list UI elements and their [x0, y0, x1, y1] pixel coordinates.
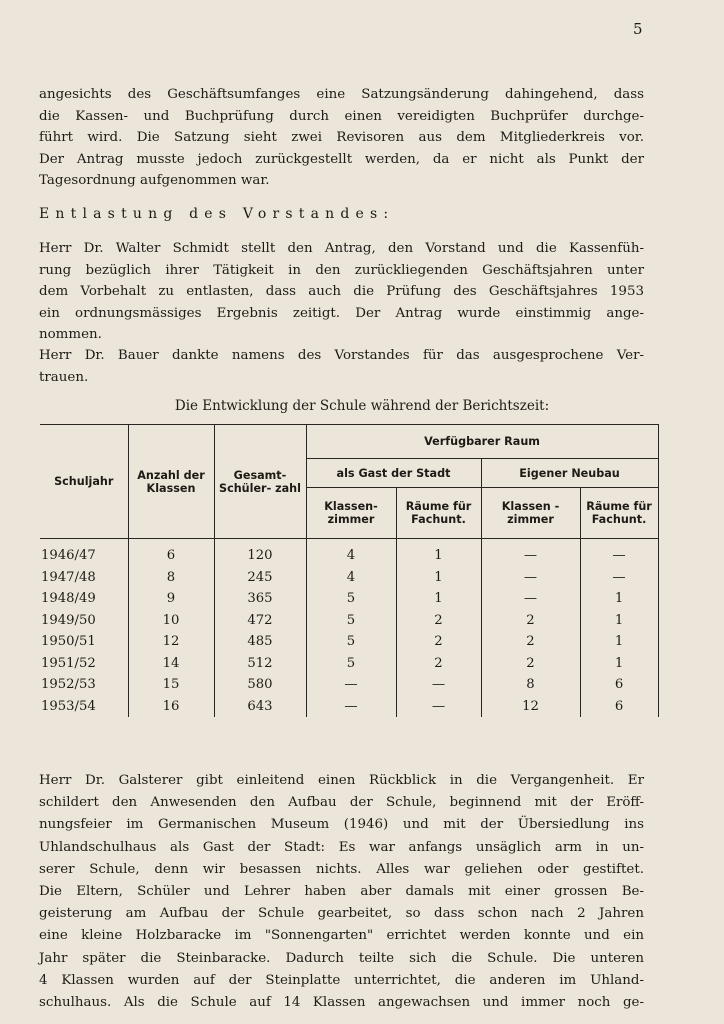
text-line: ein ordnungsmässiges Ergebnis zeitigt. Der Antrag wurde einstimmig ange- [39, 305, 644, 321]
text-line: angesichts des Geschäftsumfanges eine Satzungsänderung dahingehend, dass [39, 87, 644, 102]
table-cell: — [481, 588, 580, 610]
table-cell: — [481, 539, 580, 567]
table-cell: 485 [214, 631, 306, 653]
table-cell: 8 [128, 567, 214, 589]
table-cell: — [306, 674, 396, 696]
paragraph-rueckblick [39, 770, 644, 1014]
table-cell: 15 [128, 674, 214, 696]
table-cell: 6 [128, 539, 214, 567]
text-line: geisterung am Aufbau der Schule gearbeitet, so dass schon nach 2 Jahren [39, 906, 644, 922]
text-line: Der Antrag musste jedoch zurückgestellt werden, da er nicht als Punkt der [39, 151, 644, 167]
text-line: schildert den Anwesenden den Aufbau der Schule, beginnend mit der Eröff- [39, 795, 644, 811]
table-cell: 5 [306, 653, 396, 675]
table-cell: 472 [214, 610, 306, 632]
page-number: 5 [633, 20, 643, 38]
paragraph-satzung [39, 84, 644, 192]
header-raeume-neubau: Räume für Fachunt. [580, 488, 658, 539]
table-cell: 1953/54 [40, 696, 128, 718]
table-cell: 2 [481, 653, 580, 675]
table-cell: 245 [214, 567, 306, 589]
table-cell: 120 [214, 539, 306, 567]
table-cell: 1950/51 [40, 631, 128, 653]
table-cell: 12 [128, 631, 214, 653]
header-klassenzimmer-gast: Klassen- zimmer [306, 488, 396, 539]
table-cell: 10 [128, 610, 214, 632]
table-cell: 2 [396, 631, 481, 653]
table-cell: 2 [396, 653, 481, 675]
table-row [40, 539, 658, 567]
paragraph-dank [39, 345, 644, 388]
paragraph-antrag [39, 238, 644, 346]
text-line: Herr Dr. Walter Schmidt stellt den Antrag, den Vorstand und die Kassenfüh- [39, 241, 644, 256]
table-cell: 365 [214, 588, 306, 610]
text-line: Herr Dr. Bauer dankte namens des Vorstandes für das ausgesprochene Ver- [39, 348, 644, 363]
table-title: Die Entwicklung der Schule während der Berichtszeit: [174, 398, 550, 414]
text-line: trauen. [39, 369, 89, 385]
table-cell: — [396, 674, 481, 696]
table-row [40, 567, 658, 589]
text-line: Uhlandschulhaus als Gast der Stadt: Es war anfangs unsäglich arm in un- [39, 839, 644, 855]
table-cell: 2 [481, 631, 580, 653]
table-row [40, 674, 658, 696]
table-cell: 1 [396, 539, 481, 567]
table-cell: 1 [580, 631, 658, 653]
header-gast-der-stadt: als Gast der Stadt [306, 459, 481, 488]
table-cell: — [481, 567, 580, 589]
table-cell: 1 [580, 653, 658, 675]
table-cell: 1 [580, 610, 658, 632]
table-cell: 1946/47 [40, 539, 128, 567]
school-development-table [40, 424, 658, 724]
table-cell: 5 [306, 588, 396, 610]
text-line: nungsfeier im Germanischen Museum (1946) und mit der Übersiedlung ins [39, 817, 644, 833]
table-cell: 1948/49 [40, 588, 128, 610]
section-heading: Entlastung des Vorstandes: [39, 206, 395, 222]
table-row [40, 696, 658, 718]
table-cell: 1 [396, 588, 481, 610]
table-cell: — [580, 539, 658, 567]
table-cell: 8 [481, 674, 580, 696]
table-cell: 1 [580, 588, 658, 610]
text-line: schulhaus. Als die Schule auf 14 Klassen angewachsen und immer noch ge- [39, 995, 644, 1011]
table-cell: — [580, 567, 658, 589]
text-line: serer Schule, denn wir besassen nichts. Alles war geliehen oder gestiftet. [39, 861, 644, 877]
text-line: eine kleine Holzbaracke im "Sonnengarten" errichtet werden konnte und ein [39, 928, 644, 944]
header-anzahl-klassen: Anzahl der Klassen [128, 425, 214, 539]
table-cell: 580 [214, 674, 306, 696]
table-row [40, 610, 658, 632]
table-cell: 6 [580, 674, 658, 696]
table-row [40, 653, 658, 675]
header-verfuegbarer-raum: Verfügbarer Raum [306, 425, 658, 459]
table-cell: 1 [396, 567, 481, 589]
text-line: Tagesordnung aufgenommen war. [39, 173, 270, 188]
table-cell: 9 [128, 588, 214, 610]
text-line: führt wird. Die Satzung sieht zwei Revisoren aus dem Mitgliederkreis vor. [39, 130, 644, 145]
text-line: dem Vorbehalt zu entlasten, dass auch die Prüfung des Geschäftsjahres 1953 [39, 284, 644, 299]
table-cell: 1951/52 [40, 653, 128, 675]
table-cell: 5 [306, 631, 396, 653]
text-line: die Kassen- und Buchprüfung durch einen vereidigten Buchprüfer durchge- [39, 108, 644, 124]
table-row [40, 588, 658, 610]
header-schuljahr: Schuljahr [40, 425, 128, 539]
table-cell: 12 [481, 696, 580, 718]
table-cell: 5 [306, 610, 396, 632]
table-cell: 4 [306, 567, 396, 589]
text-line: rung bezüglich ihrer Tätigkeit in den zurückliegenden Geschäftsjahren unter [39, 262, 644, 278]
table-cell: 4 [306, 539, 396, 567]
table-cell: 2 [481, 610, 580, 632]
table-cell: 643 [214, 696, 306, 718]
table-cell: 16 [128, 696, 214, 718]
text-line: Herr Dr. Galsterer gibt einleitend einen Rückblick in die Vergangenheit. Er [39, 773, 644, 788]
text-line: nommen. [39, 327, 102, 342]
header-eigener-neubau: Eigener Neubau [481, 459, 658, 488]
table-cell: 2 [396, 610, 481, 632]
table-cell: 1952/53 [40, 674, 128, 696]
header-klassenzimmer-neubau: Klassen - zimmer [481, 488, 580, 539]
table-cell: 1947/48 [40, 567, 128, 589]
text-line: 4 Klassen wurden auf der Steinplatte unterrichtet, die anderen im Uhland- [39, 972, 644, 988]
table-cell: 512 [214, 653, 306, 675]
table-row [40, 631, 658, 653]
table-cell: 14 [128, 653, 214, 675]
header-gesamt-schueler: Gesamt- Schüler- zahl [214, 425, 306, 539]
table-cell: — [396, 696, 481, 718]
text-line: Die Eltern, Schüler und Lehrer haben aber damals mit einer grossen Be- [39, 884, 644, 900]
table-cell: 1949/50 [40, 610, 128, 632]
text-line: Jahr später die Steinbaracke. Dadurch teilte sich die Schule. Die unteren [39, 950, 644, 966]
table-cell: 6 [580, 696, 658, 718]
header-raeume-gast: Räume für Fachunt. [396, 488, 481, 539]
table-cell: — [306, 696, 396, 718]
